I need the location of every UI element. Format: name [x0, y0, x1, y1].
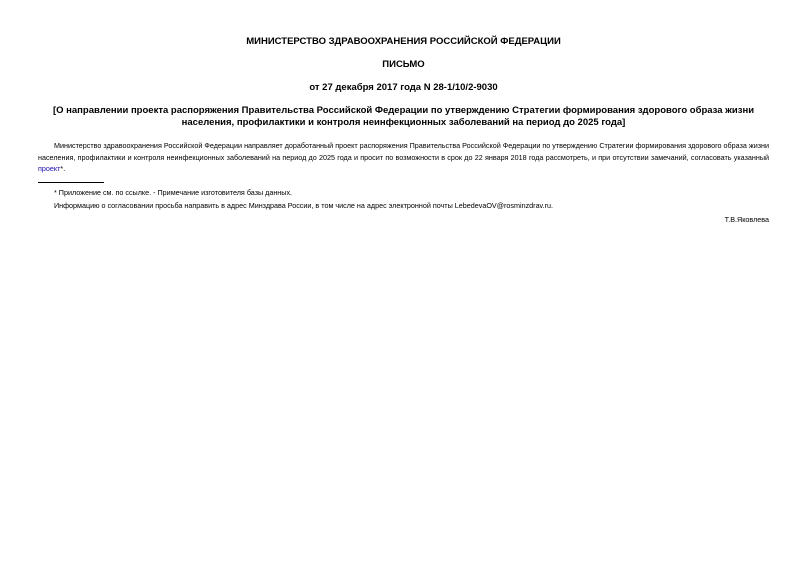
contact-paragraph: Информацию о согласовании просьба направить в адрес Минздрава России, в том числе на адрес электронной почты LebedevaOV@rosminzdrav.ru.	[54, 201, 554, 210]
main-paragraph	[38, 140, 769, 175]
main-paragraph-end: *.	[60, 164, 66, 173]
main-paragraph-text: Министерство здравоохранения Российской Федерации направляет доработанный проект распоряжения Правительства Российской Федерации по утверждению Стратегии формирования здорового образа жизни населения, профилактики и контроля неинфекционных заболеваний на период до 2025 года и просит по возможности в срок до 22 января 2018 года рассмотреть, и при отсутствии замечаний, согласовать указанный	[38, 141, 769, 162]
document-subject: [О направлении проекта распоряжения Правительства Российской Федерации по утверждению Стратегии формирования здорового образа жизни населения, профилактики и контроля неинфекционных заболеваний на период до 2025 года]	[52, 105, 755, 128]
footnote-text: * Приложение см. по ссылке. - Примечание изготовителя базы данных.	[54, 187, 293, 197]
document-type: ПИСЬМО	[382, 59, 425, 70]
ministry-title: МИНИСТЕРСТВО ЗДРАВООХРАНЕНИЯ РОССИЙСКОЙ ФЕДЕРАЦИИ	[246, 36, 561, 47]
project-link[interactable]: проект	[38, 164, 61, 173]
document-date-number: от 27 декабря 2017 года N 28-1/10/2-9030	[309, 82, 498, 93]
footnote-divider	[38, 182, 104, 183]
signature: Т.В.Яковлева	[724, 214, 769, 224]
